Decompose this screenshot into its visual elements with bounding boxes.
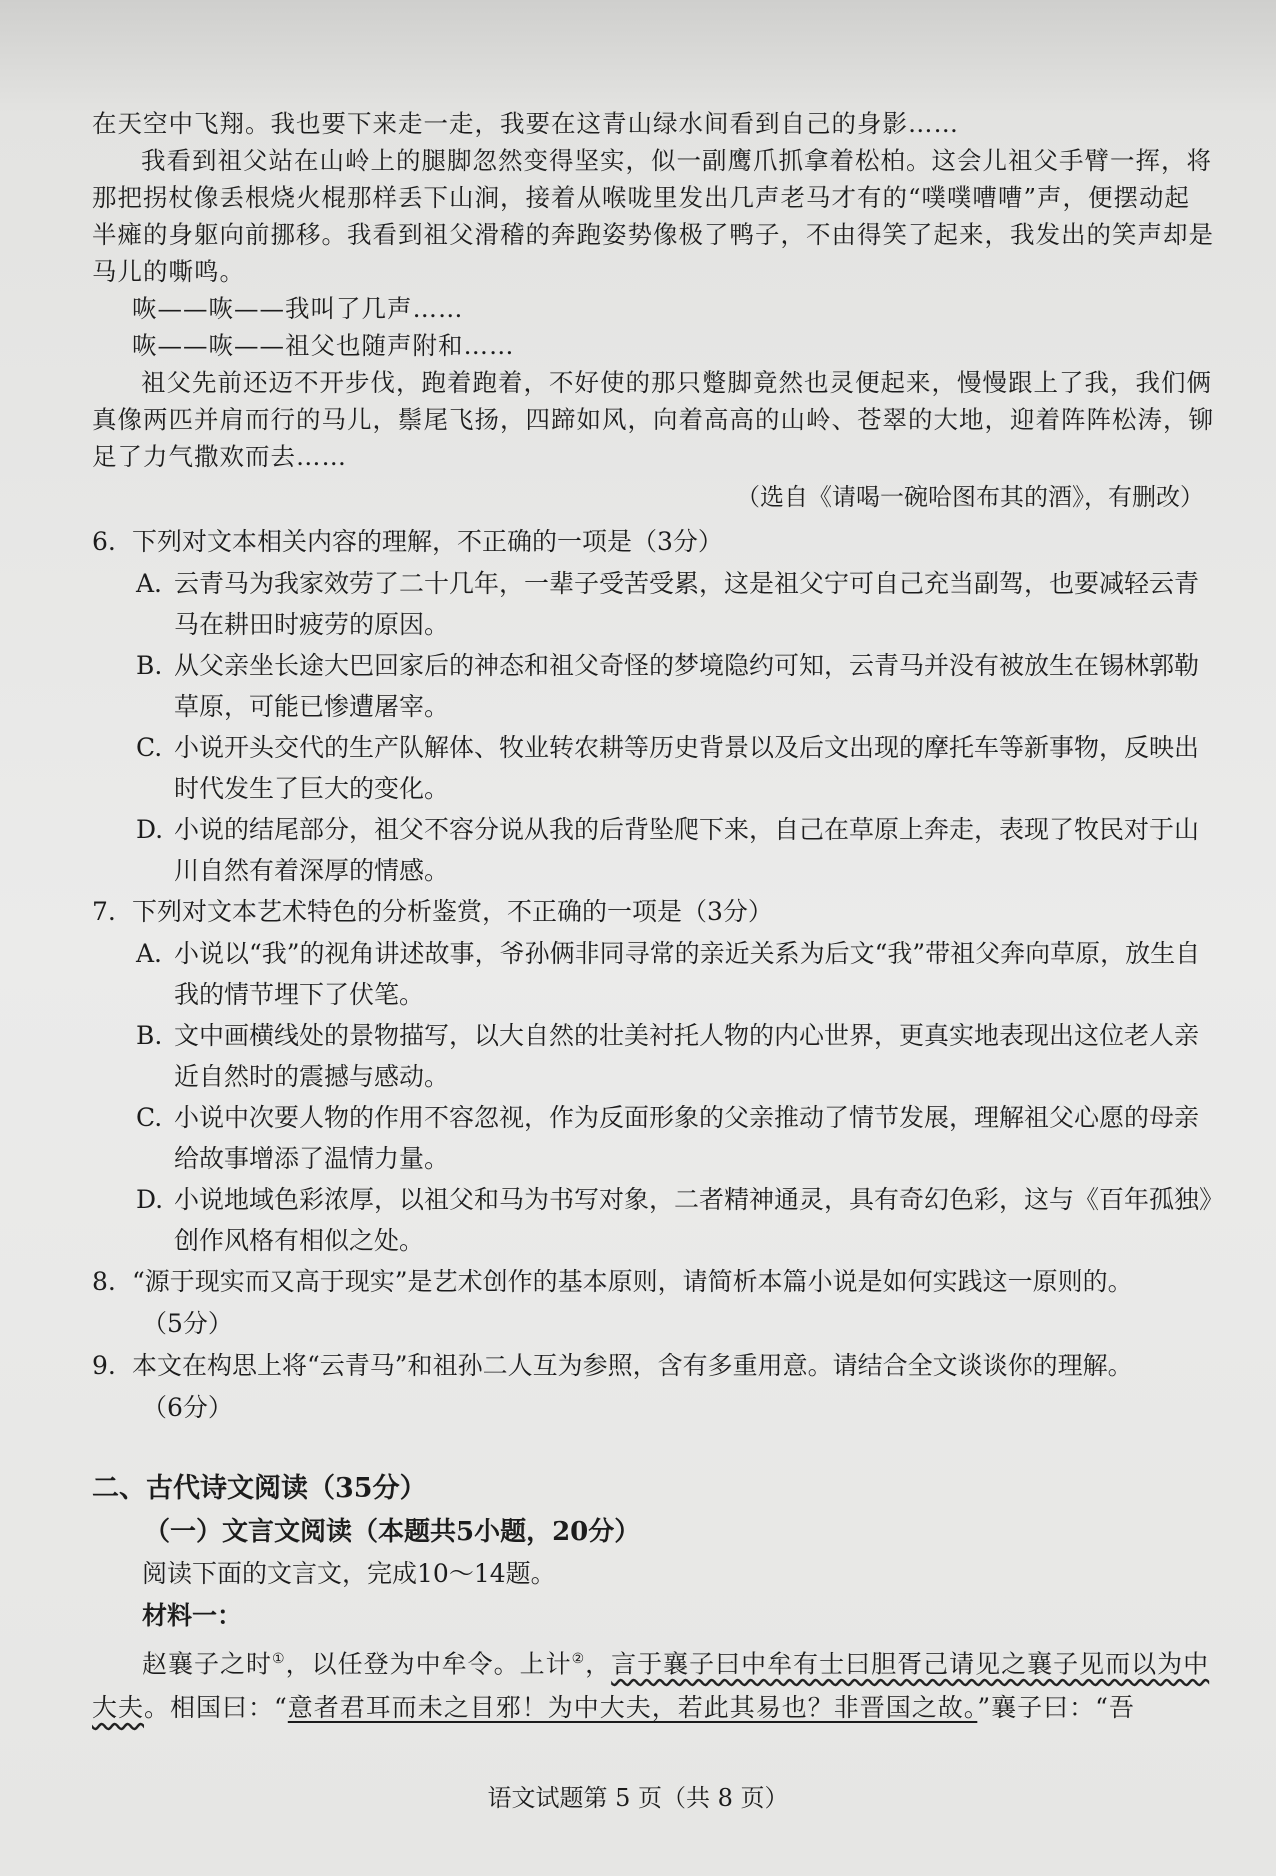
- option-letter: C.: [136, 1103, 163, 1132]
- question-score: （6分）: [142, 1393, 233, 1422]
- option: [92, 645, 1214, 727]
- classical-text: [92, 1637, 1214, 1730]
- classical-fragment: ，以任登为中牟令。上计: [285, 1649, 572, 1679]
- option-letter: D.: [136, 1185, 164, 1214]
- option-letter: A.: [136, 569, 163, 598]
- option-text: 从父亲坐长途大巴回家后的神态和祖父奇怪的梦境隐约可知，云青马并没有被放生在锡林郭勒草原，可能已惨遭屠宰。: [174, 651, 1200, 721]
- question-stem: “源于现实而又高于现实”是艺术创作的基本原则，请简析本篇小说是如何实践这一原则的。: [132, 1267, 1133, 1296]
- classical-fragment: 。相国曰：“: [144, 1693, 288, 1723]
- option-text: 小说以“我”的视角讲述故事，爷孙俩非同寻常的亲近关系为后文“我”带祖父奔向草原，放生自我的情节埋下了伏笔。: [174, 939, 1201, 1009]
- question-number: 9.: [92, 1351, 116, 1380]
- option-letter: B.: [136, 1021, 163, 1050]
- question-stem: 下列对文本相关内容的理解，不正确的一项是（3分）: [132, 527, 723, 556]
- option: [92, 933, 1214, 1015]
- question-number: 6.: [92, 527, 116, 556]
- classical-fragment: ，: [585, 1649, 612, 1679]
- option-text: 小说中次要人物的作用不容忽视，作为反面形象的父亲推动了情节发展，理解祖父心愿的母亲给故事增添了温情力量。: [174, 1103, 1200, 1173]
- wavy-underlined-sentence: 言于襄子曰中牟有士曰胆胥己请见之襄子见而以为中大夫: [92, 1649, 1210, 1723]
- question-8: [92, 1261, 1214, 1303]
- passage-onomatopoeia: 咴——咴——我叫了几声……: [132, 294, 464, 323]
- footnote-marker: ②: [571, 1651, 586, 1667]
- question-9: [92, 1345, 1214, 1387]
- underlined-sentence: 意者君耳而未之目邪！为中大夫，若此其易也？非晋国之故。: [287, 1693, 978, 1723]
- passage-paragraph: 祖父先前还迈不开步伐，跑着跑着，不好使的那只蹩脚竟然也灵便起来，慢慢跟上了我，我们俩真像两匹并肩而行的马儿，鬃尾飞扬，四蹄如风，向着高高的山岭、苍翠的大地，迎着阵阵松涛，铆足了力气撒欢而去……: [92, 368, 1214, 471]
- passage-onomatopoeia: 咴——咴——祖父也随声附和……: [132, 331, 515, 360]
- subsection-title: （一）文言文阅读（本题共5小题，20分）: [144, 1517, 641, 1547]
- section-title: 二、古代诗文阅读（35分）: [92, 1473, 427, 1504]
- option-text: 文中画横线处的景物描写，以大自然的壮美衬托人物的内心世界，更真实地表现出这位老人亲近自然时的震撼与感动。: [174, 1021, 1200, 1091]
- question-stem: 下列对文本艺术特色的分析鉴赏，不正确的一项是（3分）: [132, 897, 773, 926]
- instruction: 阅读下面的文言文，完成10～14题。: [142, 1559, 556, 1588]
- option-text: 小说开头交代的生产队解体、牧业转农耕等历史背景以及后文出现的摩托车等新事物，反映出时代发生了巨大的变化。: [174, 733, 1200, 803]
- option: [92, 809, 1214, 891]
- classical-fragment: 赵襄子之时: [142, 1649, 273, 1679]
- question-6: [92, 521, 1214, 891]
- classical-fragment: ”襄子曰：“吾: [977, 1693, 1135, 1723]
- option-text: 云青马为我家效劳了二十几年，一辈子受苦受累，这是祖父宁可自己充当副驾，也要减轻云青马在耕田时疲劳的原因。: [174, 569, 1200, 639]
- option: [92, 1179, 1214, 1261]
- question-score: （5分）: [142, 1309, 233, 1338]
- material-label: 材料一：: [142, 1601, 243, 1630]
- option: [92, 563, 1214, 645]
- option: [92, 727, 1214, 809]
- question-number: 7.: [92, 897, 116, 926]
- option-letter: A.: [136, 939, 163, 968]
- passage-line: 在天空中飞翔。我也要下来走一走，我要在这青山绿水间看到自己的身影……: [92, 109, 959, 138]
- option: [92, 1015, 1214, 1097]
- question-7: [92, 891, 1214, 1261]
- question-number: 8.: [92, 1267, 116, 1296]
- question-stem: 本文在构思上将“云青马”和祖孙二人互为参照，含有多重用意。请结合全文谈谈你的理解。: [132, 1351, 1133, 1380]
- page-footer: 语文试题第 5 页（共 8 页）: [487, 1784, 789, 1812]
- footnote-marker: ①: [272, 1651, 286, 1667]
- option-letter: C.: [136, 733, 163, 762]
- option-text: 小说的结尾部分，祖父不容分说从我的后背坠爬下来，自己在草原上奔走，表现了牧民对于山川自然有着深厚的情感。: [174, 815, 1200, 885]
- option-letter: D.: [136, 815, 164, 844]
- option: [92, 1097, 1214, 1179]
- option-letter: B.: [136, 651, 163, 680]
- passage-source: （选自《请喝一碗哈图布其的酒》，有删改）: [736, 483, 1204, 511]
- passage-paragraph: 我看到祖父站在山岭上的腿脚忽然变得坚实，似一副鹰爪抓拿着松柏。这会儿祖父手臂一挥，将那把拐杖像丢根烧火棍那样丢下山涧，接着从喉咙里发出几声老马才有的“噗噗嘈嘈”声，便摆动起半瘫的身躯向前挪移。我看到祖父滑稽的奔跑姿势像极了鸭子，不由得笑了起来，我发出的笑声却是马儿的嘶鸣。: [92, 146, 1214, 286]
- option-text: 小说地域色彩浓厚，以祖父和马为书写对象，二者精神通灵，具有奇幻色彩，这与《百年孤独》创作风格有相似之处。: [174, 1185, 1212, 1255]
